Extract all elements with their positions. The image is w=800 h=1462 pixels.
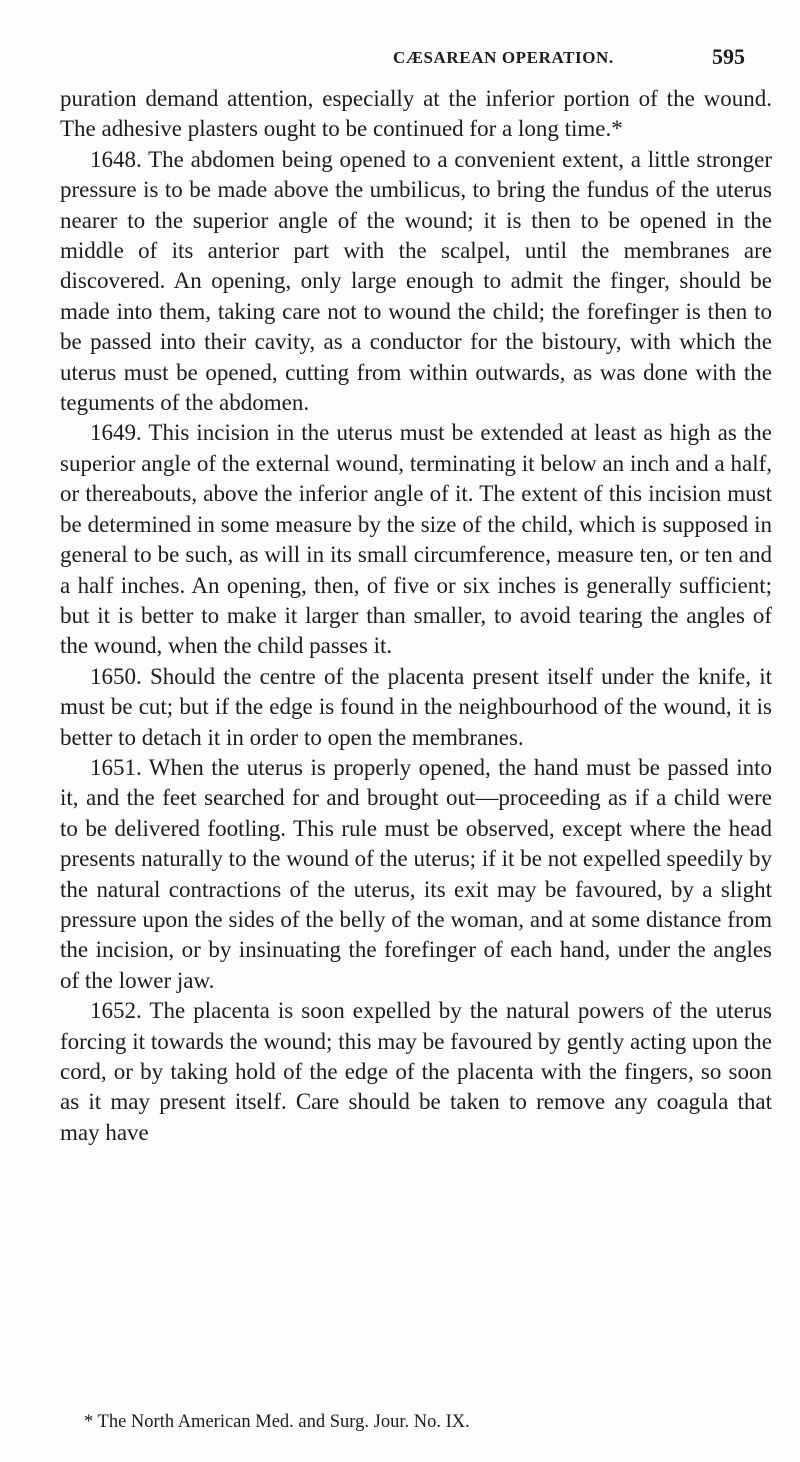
body-text (60, 84, 772, 1148)
running-title: CÆSAREAN OPERATION. (393, 48, 614, 67)
footnote: * The North American Med. and Surg. Jour. No. IX. (84, 1412, 470, 1432)
paragraph-1652: 1652. The placenta is soon expelled by the natural powers of the uterus forcing it towards the wound; this may be favoured by gently acting upon the cord, or by taking hold of the edge of the placenta with the fingers, so soon as it may present itself. Care should be taken to remove any coagula that may have (60, 998, 772, 1145)
page-number: 595 (712, 44, 745, 69)
paragraph-continuation: puration demand attention, especially at the inferior portion of the wound. The adhesive plasters ought to be continued for a long time.* (60, 86, 772, 142)
running-header (0, 42, 800, 72)
paragraph-1648: 1648. The abdomen being opened to a convenient extent, a little stronger pressure is to be made above the umbilicus, to bring the fundus of the uterus nearer to the superior angle of the wound; it is then to be opened in the middle of its anterior part with the scalpel, until the membranes are discovered. An opening, only large enough to admit the finger, should be made into them, taking care not to wound the child; the forefinger is then to be passed into their cavity, as a conductor for the bistoury, with which the uterus must be opened, cutting from within outwards, as was done with the teguments of the abdomen. (60, 146, 772, 416)
paragraph-1650: 1650. Should the centre of the placenta present itself under the knife, it must be cut; but if the edge is found in the neighbourhood of the wound, it is better to detach it in order to open the membranes. (60, 663, 772, 750)
paragraph-1649: 1649. This incision in the uterus must be extended at least as high as the superior angle of the external wound, terminating it below an inch and a half, or thereabouts, above the inferior angle of it. The extent of this incision must be determined in some measure by the size of the child, which is supposed in general to be such, as will in its small circumference, measure ten, or ten and a half inches. An opening, then, of five or six inches is generally sufficient; but it is better to make it larger than smaller, to avoid tearing the angles of the wound, when the child passes it. (60, 420, 772, 659)
paragraph-1651: 1651. When the uterus is properly opened, the hand must be passed into it, and the feet searched for and brought out—proceeding as if a child were to be delivered footling. This rule must be observed, except where the head presents naturally to the wound of the uterus; if it be not expelled speedily by the natural contractions of the uterus, its exit may be favoured, by a slight pressure upon the sides of the belly of the woman, and at some distance from the incision, or by insinuating the forefinger of each hand, under the angles of the lower jaw. (60, 754, 772, 993)
